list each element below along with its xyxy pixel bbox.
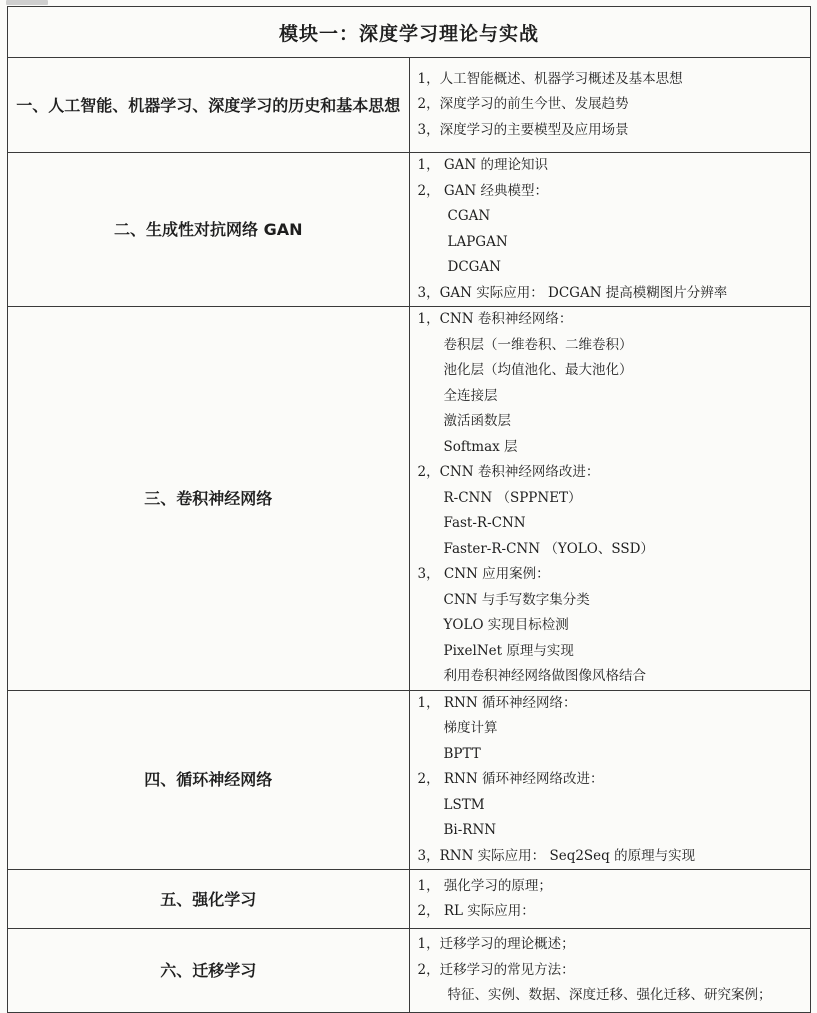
- scan-mark: [6, 0, 48, 5]
- list-item: DCGAN: [447, 259, 501, 275]
- list-item: 2， RL 实际应用：: [417, 903, 535, 919]
- table-row: [8, 153, 811, 307]
- topic-label: 六、迁移学习: [8, 929, 410, 1013]
- list-item: 2，CNN 卷积神经网络改进：: [417, 464, 600, 480]
- list-item: Bi-RNN: [443, 822, 497, 838]
- list-item: 利用卷积神经网络做图像风格结合: [443, 668, 646, 684]
- list-item: 3，RNN 实际应用： Seq2Seq 的原理与实现: [417, 847, 696, 864]
- content-list: [409, 58, 811, 153]
- list-item: 2，迁移学习的常见方法：: [417, 961, 575, 978]
- list-item: 1，迁移学习的理论概述；: [417, 936, 575, 953]
- table-row: [8, 307, 811, 691]
- list-item: LSTM: [443, 796, 485, 813]
- table-row: [8, 870, 811, 929]
- topic-label: 二、生成性对抗网络 GAN: [8, 153, 410, 307]
- content-list: [409, 690, 811, 870]
- list-item: 激活函数层: [443, 413, 511, 429]
- list-item: Fast-R-CNN: [443, 515, 526, 531]
- list-item: PixelNet 原理与实现: [443, 642, 574, 659]
- content-list: [409, 870, 811, 929]
- list-item: Faster-R-CNN （YOLO、SSD）: [443, 540, 654, 557]
- table-row: [8, 929, 811, 1013]
- list-item: Softmax 层: [443, 438, 518, 455]
- module-title: 模块一：深度学习理论与实战: [8, 7, 811, 58]
- list-item: BPTT: [443, 745, 481, 762]
- list-item: 1， RNN 循环神经网络：: [417, 694, 577, 711]
- list-item: 3，GAN 实际应用： DCGAN 提高模糊图片分辨率: [417, 284, 728, 301]
- list-item: 卷积层（一维卷积、二维卷积）: [443, 336, 633, 353]
- content-list: [409, 929, 811, 1013]
- topic-label: 五、强化学习: [8, 870, 410, 929]
- list-item: R-CNN （SPPNET）: [443, 489, 582, 506]
- content-list: [409, 307, 811, 691]
- list-item: 梯度计算: [443, 720, 498, 736]
- list-item: 2， RNN 循环神经网络改进：: [417, 771, 604, 787]
- topic-label: 一、人工智能、机器学习、深度学习的历史和基本思想: [8, 58, 410, 153]
- list-item: 1，CNN 卷积神经网络：: [417, 311, 573, 327]
- topic-label: 三、卷积神经网络: [8, 307, 410, 691]
- content-list: [409, 153, 811, 307]
- list-item: 3， CNN 应用案例：: [417, 566, 550, 582]
- list-item: 全连接层: [443, 387, 498, 404]
- table-row: [8, 690, 811, 870]
- list-item: 1，人工智能概述、机器学习概述及基本思想: [417, 70, 683, 87]
- list-item: 1， 强化学习的原理；: [417, 877, 552, 894]
- table-row: [8, 58, 811, 153]
- list-item: CGAN: [447, 208, 491, 224]
- list-item: 特征、实例、数据、深度迁移、强化迁移、研究案例；: [447, 987, 772, 1004]
- syllabus-table: [7, 6, 811, 1013]
- list-item: CNN 与手写数字集分类: [443, 591, 590, 608]
- topic-label: 四、循环神经网络: [8, 690, 410, 870]
- list-item: 3，深度学习的主要模型及应用场景: [417, 121, 629, 138]
- list-item: 2， GAN 经典模型：: [417, 182, 549, 199]
- list-item: 2，深度学习的前生今世、发展趋势: [417, 96, 629, 113]
- list-item: LAPGAN: [447, 233, 508, 250]
- list-item: 1， GAN 的理论知识: [417, 157, 549, 173]
- header-row: [8, 7, 811, 58]
- list-item: 池化层（均值池化、最大池化）: [443, 362, 633, 378]
- list-item: YOLO 实现目标检测: [443, 617, 569, 633]
